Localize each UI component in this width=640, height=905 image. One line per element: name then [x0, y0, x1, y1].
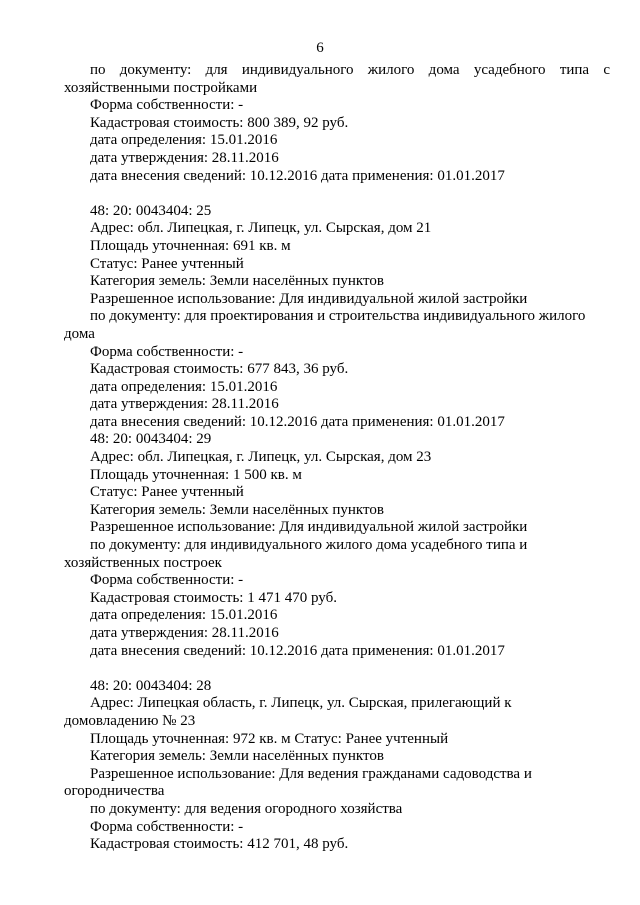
- text-line: Кадастровая стоимость: 677 843, 36 руб.: [90, 361, 349, 378]
- text-line: Форма собственности: -: [90, 818, 244, 835]
- text-line: Разрешенное использование: Для индивидуальной жилой застройки: [90, 290, 528, 307]
- text-line: Адрес: обл. Липецкая, г. Липецк, ул. Сырская, дом 21: [90, 220, 432, 237]
- text-line: Кадастровая стоимость: 1 471 470 руб.: [90, 589, 337, 606]
- text-line: хозяйственных построек: [64, 554, 222, 571]
- text-line: Площадь уточненная: 972 кв. м Статус: Ранее учтенный: [90, 730, 449, 747]
- text-line: огородничества: [64, 783, 165, 800]
- text-line: дата внесения сведений: 10.12.2016 дата применения: 01.01.2017: [90, 167, 505, 184]
- text-line: Категория земель: Земли населённых пунктов: [90, 748, 384, 765]
- text-line: Категория земель: Земли населённых пунктов: [90, 501, 384, 518]
- text-line: дата внесения сведений: 10.12.2016 дата применения: 01.01.2017: [90, 413, 505, 430]
- text-line: дата определения: 15.01.2016: [90, 378, 278, 395]
- text-line: Кадастровая стоимость: 800 389, 92 руб.: [90, 114, 349, 131]
- text-line: домовладению № 23: [64, 712, 196, 729]
- blank-line: [64, 185, 610, 203]
- text-line: по документу: для индивидуального жилого дома усадебного типа и: [90, 537, 528, 554]
- text-line: Площадь уточненная: 1 500 кв. м: [90, 466, 302, 483]
- text-line: Форма собственности: -: [90, 97, 244, 114]
- text-line: дата определения: 15.01.2016: [90, 132, 278, 149]
- text-line: хозяйственными постройками: [64, 79, 258, 96]
- cadastral-number: 48: 20: 0043404: 28: [90, 677, 212, 694]
- cadastral-number: 48: 20: 0043404: 29: [90, 431, 212, 448]
- page-number: 6: [316, 40, 324, 56]
- text-line: Разрешенное использование: Для ведения гражданами садоводства и: [90, 765, 532, 782]
- text-line: Категория земель: Земли населённых пунктов: [90, 273, 384, 290]
- text-line: Форма собственности: -: [90, 343, 244, 360]
- text-line: Форма собственности: -: [90, 572, 244, 589]
- text-line: Кадастровая стоимость: 412 701, 48 руб.: [90, 836, 349, 853]
- text-line: Статус: Ранее учтенный: [90, 255, 244, 272]
- text-line: Статус: Ранее учтенный: [90, 484, 244, 501]
- cadastral-number: 48: 20: 0043404: 25: [90, 202, 212, 219]
- text-line: по документу: для проектирования и строительства индивидуального жилого: [90, 308, 586, 325]
- text-line: Адрес: обл. Липецкая, г. Липецк, ул. Сырская, дом 23: [90, 449, 432, 466]
- text-line: по документу: для индивидуального жилого дома усадебного типа с: [90, 62, 610, 78]
- text-line: дата определения: 15.01.2016: [90, 607, 278, 624]
- blank-line: [64, 660, 610, 678]
- text-line: дата утверждения: 28.11.2016: [90, 149, 279, 166]
- text-line: Площадь уточненная: 691 кв. м: [90, 237, 291, 254]
- text-line: дата утверждения: 28.11.2016: [90, 396, 279, 413]
- text-line: Адрес: Липецкая область, г. Липецк, ул. Сырская, прилегающий к: [90, 695, 512, 712]
- text-line: дата внесения сведений: 10.12.2016 дата применения: 01.01.2017: [90, 642, 505, 659]
- text-line: Разрешенное использование: Для индивидуальной жилой застройки: [90, 519, 528, 536]
- text-line: дата утверждения: 28.11.2016: [90, 625, 279, 641]
- text-line: дома: [64, 325, 95, 342]
- document-body: [64, 62, 610, 854]
- text-line: по документу: для ведения огородного хозяйства: [90, 800, 403, 817]
